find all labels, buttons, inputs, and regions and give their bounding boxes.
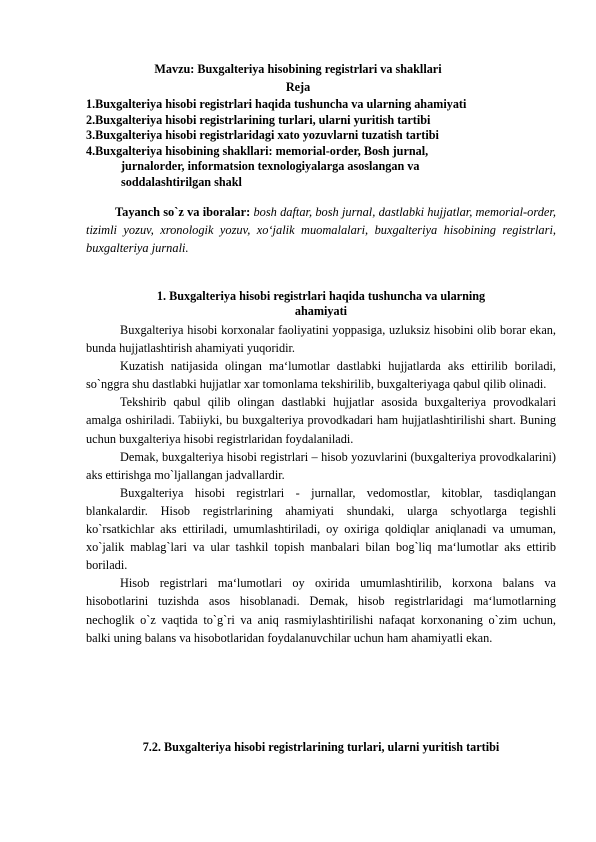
- plan-item: 1.Buxgalteriya hisobi registrlari haqida tushuncha va ularning ahamiyati: [86, 97, 467, 111]
- keywords-paragraph: [86, 203, 556, 257]
- section-1-heading-line: 1. Buxgalteriya hisobi registrlari haqida tushuncha va ularning: [156, 289, 486, 303]
- topic-title: Mavzu: Buxgalteriya hisobining registrlari va shakllari: [154, 62, 442, 76]
- keywords-text: bosh daftar, bosh jurnal, dastlabki hujjatlar, memorial-order, tizimli yozuv, xronologik yozuv, xo‘jalik muomalalari, buxgalteriya hisobining registrlari, buxgalteriya jurnali.: [86, 205, 556, 255]
- keywords-label: Tayanch so`z va iboralar:: [115, 205, 251, 219]
- body-paragraph: Buxgalteriya hisobi korxonalar faoliyatini yoppasiga, uzluksiz hisobini olib borar ekan, bunda hujjatlashtirish ahamiyati yuqoridir.: [86, 323, 556, 356]
- plan-label: Reja: [285, 80, 311, 94]
- plan-item: 3.Buxgalteriya hisobi registrlaridagi xato yozuvlarni tuzatish tartibi: [86, 128, 439, 142]
- body-paragraph: Demak, buxgalteriya hisobi registrlari – hisob yozuvlarini (buxgalteriya provodkalarini) aks ettirishga mo`ljallangan jadvallardir.: [86, 449, 556, 482]
- section-1-body: [86, 321, 556, 647]
- body-paragraph: Tekshirib qabul qilib olingan dastlabki hujjatlar asosida buxgalteriya provodkalari amalga oshiriladi. Tabiiyki, bu buxgalteriya provodkadari ham hujjatlashtirilishi shart. Buning uchun buxgalteriya hisobi registrlaridan foydalaniladi.: [86, 395, 556, 446]
- body-paragraph: Buxgalteriya hisobi registrlari - jurnallar, vedomostlar, kitoblar, tasdiqlangan blankalardir. Hisob registrlarining ahamiyati shundaki, ularga schyotlarga tegishli ko`rsatkichlar aks ettiriladi, umumlashtiriladi, oy oxiriga qoldiqlar aniqlanadi va umuman, xo`jalik mablag`lari va ular tashkil topish manbalari bilan bog`liq ma‘lumotlar aks ettirib boriladi.: [86, 485, 556, 573]
- body-paragraph: Kuzatish natijasida olingan ma‘lumotlar dastlabki hujjatlarda aks ettirilib boriladi, so`nggra shu dastlabki hujjatlar xar tomonlama tekshirilib, buxgalteriyaga qabul qilib olinadi.: [86, 359, 556, 392]
- plan-item: 2.Buxgalteriya hisobi registrlarining turlari, ularni yuritish tartibi: [86, 112, 431, 127]
- section-2-heading: 7.2. Buxgalteriya hisobi registrlarining turlari, ularni yuritish tartibi: [142, 740, 500, 754]
- plan-item-continuation: jurnalorder, informatsion texnologiyalarga asoslangan va: [121, 159, 420, 173]
- body-paragraph: Hisob registrlari ma‘lumotlari oy oxirida umumlashtirilib, korxona balans va hisobotlarini tuzishda asos hisoblanadi. Demak, hisob registrlaridagi ma‘lumotlarning nechoglik o`z vaqtida to`g`ri va aniq rasmiylashtirilishi nafaqat korxonaning o`zim uchun, balki uning balans va hisobotlaridan foydalanuvchilar uchun ham ahamiyatli ekan.: [86, 576, 556, 645]
- plan-item: 4.Buxgalteriya hisobining shakllari: memorial-order, Bosh jurnal,: [86, 143, 429, 158]
- section-1-heading: [86, 289, 556, 319]
- plan-item-continuation: soddalashtirilgan shakl: [121, 174, 242, 189]
- plan-list: [86, 97, 516, 190]
- section-1-heading-line: ahamiyati: [294, 304, 348, 318]
